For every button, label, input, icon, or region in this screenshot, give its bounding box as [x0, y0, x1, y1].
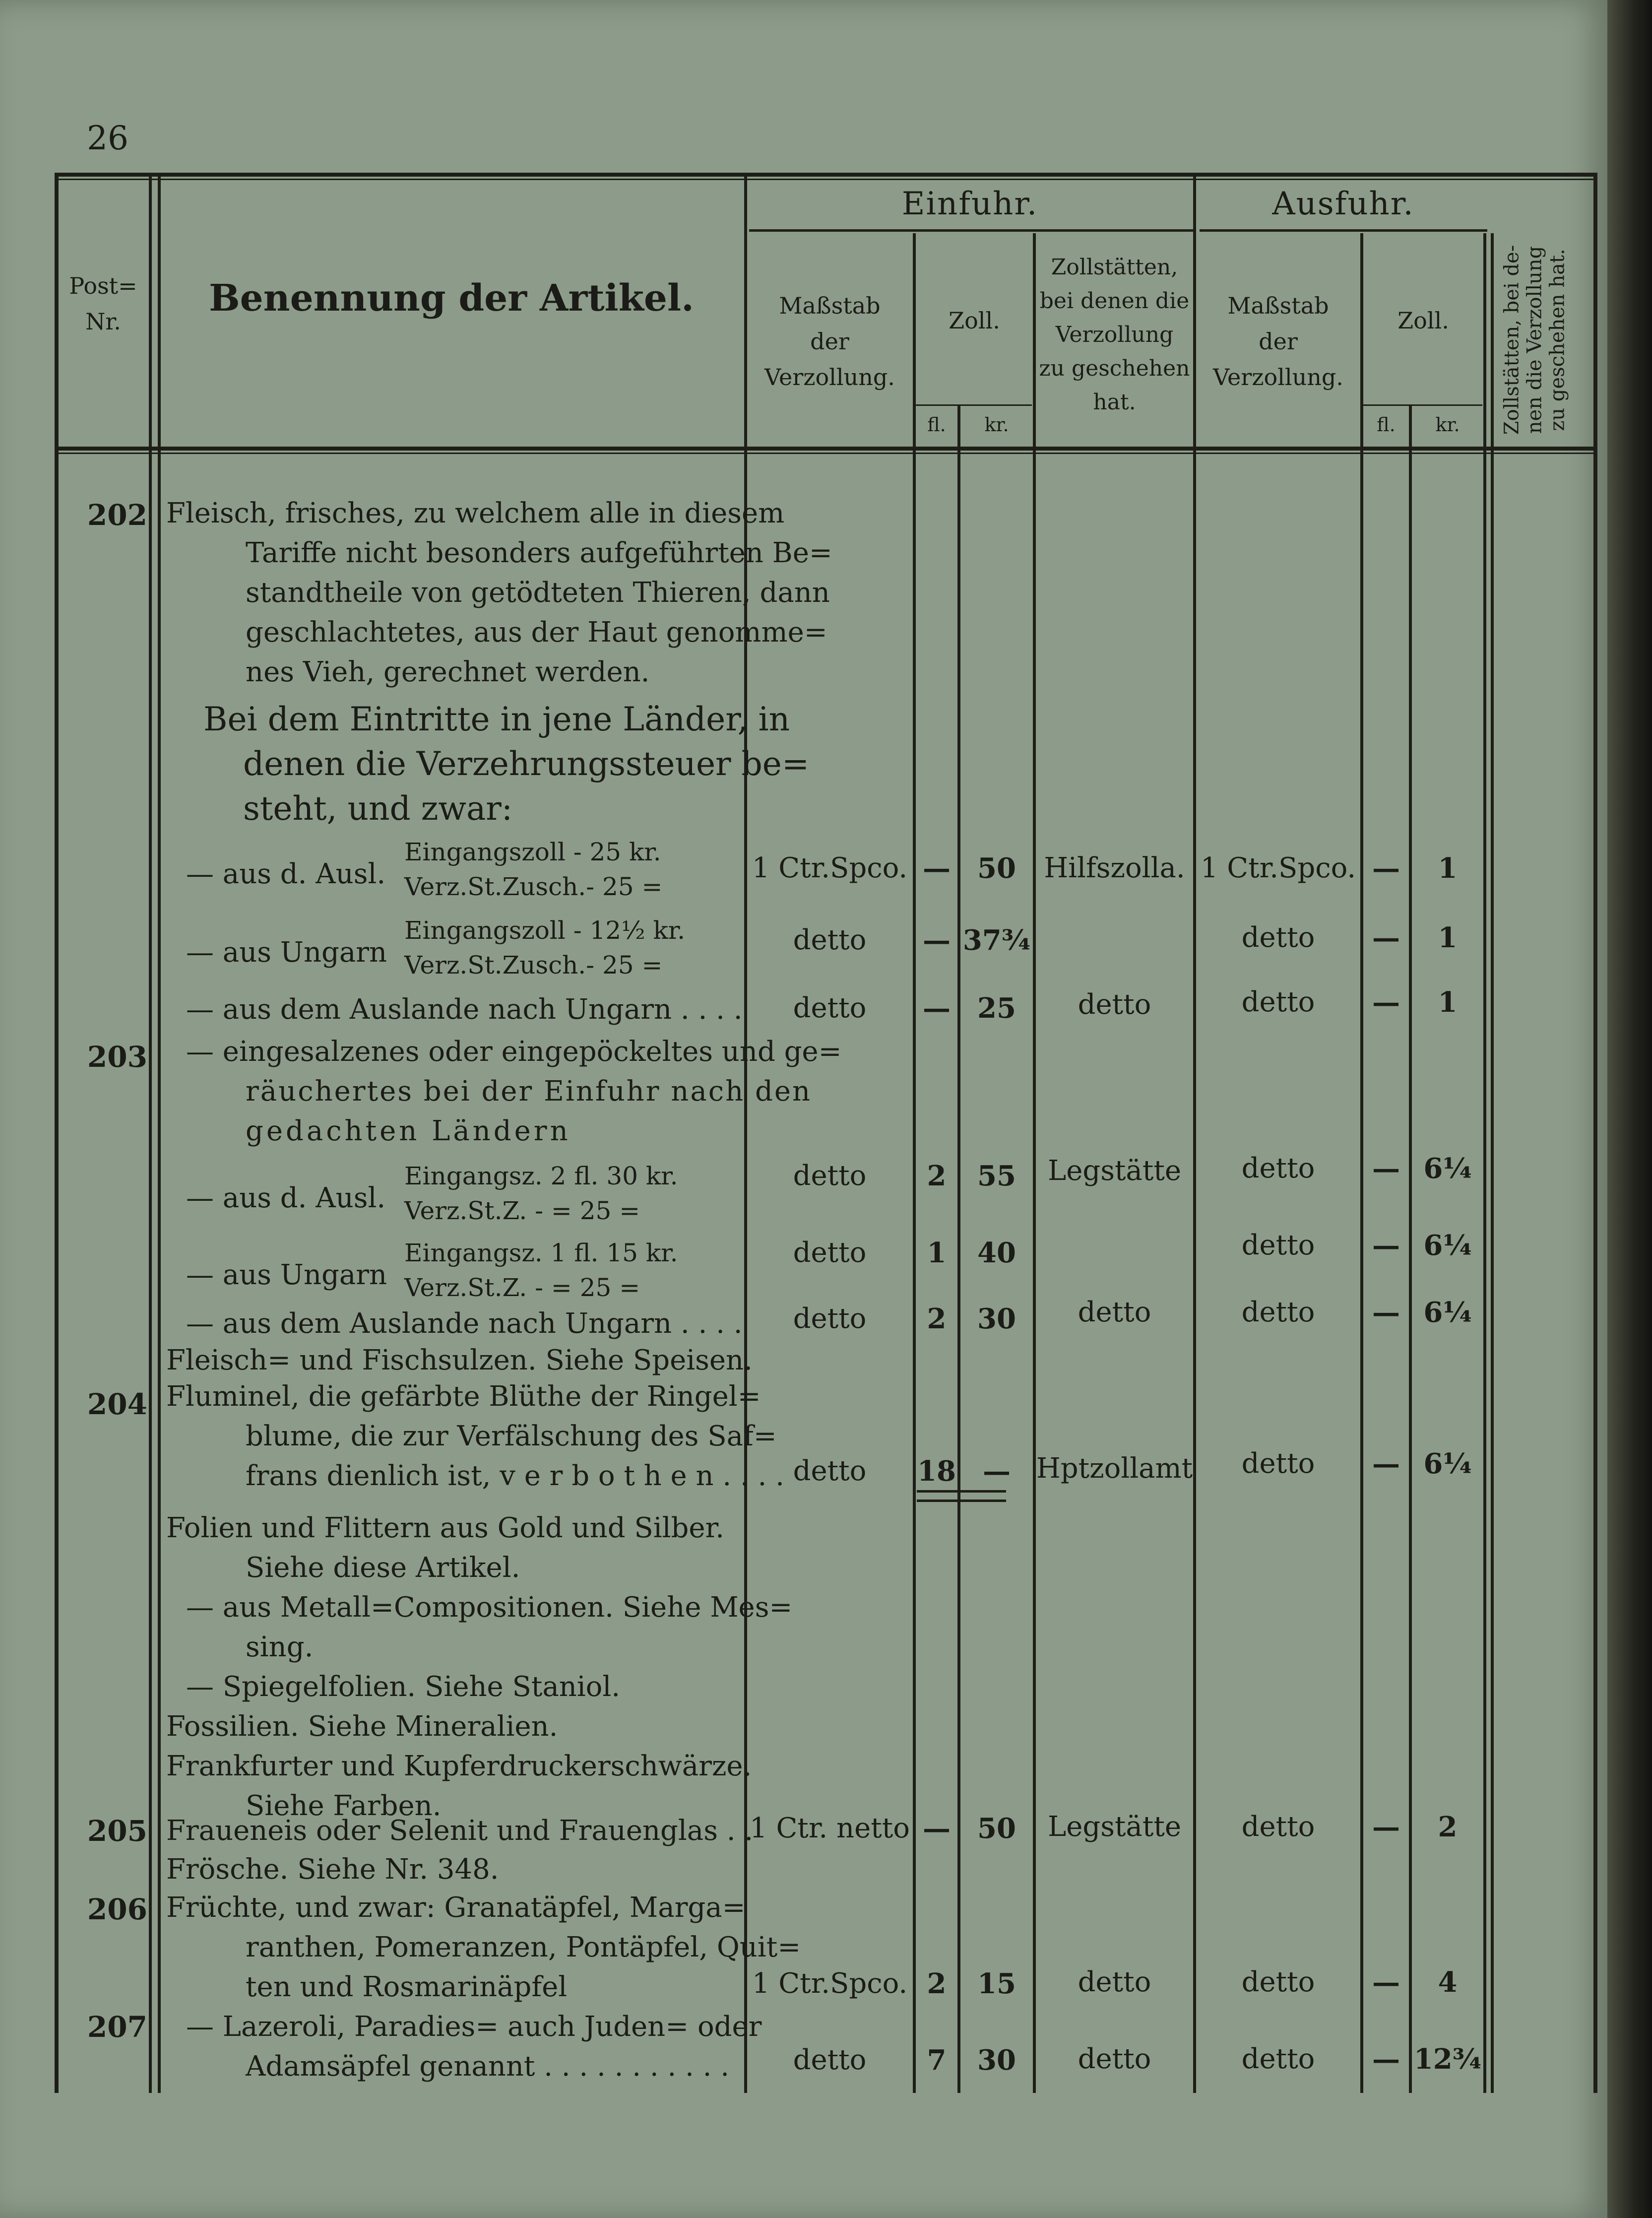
- row-205-fl: —: [923, 1812, 951, 1845]
- sub-3-zollst: detto: [1078, 988, 1151, 1021]
- sub-2-a-fl: —: [1372, 921, 1400, 954]
- ref-line: — aus Metall=Compositionen. Siehe Mes=: [186, 1591, 793, 1624]
- sub-1-detail: [404, 835, 662, 904]
- row-207-text: [186, 2007, 762, 2087]
- sub-1-label: — aus d. Ausl.: [186, 858, 386, 890]
- sub-4-a-massstab: detto: [1241, 1152, 1315, 1184]
- header-post-1: Post=: [69, 272, 137, 299]
- sub-6-label: — aus dem Auslande nach Ungarn . . . .: [186, 1307, 743, 1340]
- row-206-a-fl: —: [1372, 1966, 1400, 1999]
- row-206-fl: 2: [927, 1967, 947, 2000]
- sub-1-detail-line: Eingangszoll - 25 kr.: [404, 838, 661, 866]
- row-203-text: [186, 1032, 842, 1151]
- sub-4-fl: 2: [927, 1160, 947, 1192]
- sub-5-detail: [404, 1236, 678, 1305]
- ref-line: — Spiegelfolien. Siehe Staniol.: [186, 1671, 621, 1703]
- header-bottom-rule-thin: [55, 453, 1597, 454]
- row-207-fl: 7: [927, 2044, 947, 2077]
- ref-line: Siehe diese Artikel.: [246, 1552, 520, 1584]
- sub-5-label: — aus Ungarn: [186, 1259, 387, 1291]
- row-203-nr: 203: [87, 1040, 147, 1074]
- row-207-a-kr: 12¾: [1413, 2043, 1482, 2076]
- sub-4-massstab: detto: [793, 1160, 867, 1192]
- row-207-a-massstab: detto: [1241, 2043, 1315, 2075]
- row-206-massstab: 1 Ctr.Spco.: [752, 1967, 908, 2000]
- ref-line: Frankfurter und Kupferdruckerschwärze.: [166, 1750, 752, 1782]
- sub-6-a-fl: —: [1372, 1296, 1400, 1329]
- col-a-zoll-divider-2: [1491, 233, 1494, 2093]
- col-einfuhr-divider: [1193, 173, 1196, 2093]
- zoll-subrule: [913, 404, 1032, 406]
- sub-5-a-fl: —: [1372, 1229, 1400, 1262]
- row-202-line: standtheile von getödteten Thieren, dann: [246, 577, 830, 609]
- row-207-massstab: detto: [793, 2044, 867, 2076]
- row-204-zollst: Hptzollamt: [1036, 1452, 1193, 1485]
- header-kr: kr.: [984, 414, 1009, 436]
- header-zollst-4: zu geschehen: [1039, 356, 1190, 381]
- sub-4-label: — aus d. Ausl.: [186, 1182, 386, 1214]
- header-massstab-2: der: [810, 328, 849, 355]
- header-a-zoll: Zoll.: [1398, 307, 1449, 334]
- header-vertical-zollstaetten: [1487, 233, 1582, 447]
- sub-1-a-massstab: 1 Ctr.Spco.: [1200, 852, 1356, 884]
- row-206-line: ten und Rosmarinäpfel: [246, 1971, 568, 2003]
- col-nr-divider: [149, 173, 152, 2093]
- row-206-kr: 15: [977, 1967, 1016, 2000]
- sub-6-a-massstab: detto: [1241, 1296, 1315, 1328]
- row-206-line: ranthen, Pomeranzen, Pontäpfel, Quit=: [246, 1931, 801, 1963]
- sub-4-kr: 55: [977, 1160, 1016, 1192]
- row-205-a-fl: —: [1372, 1811, 1400, 1843]
- sub-6-massstab: detto: [793, 1303, 867, 1335]
- ausfuhr-rule: [1200, 229, 1487, 232]
- row-206-a-kr: 4: [1438, 1966, 1458, 1999]
- header-a-fl: fl.: [1377, 414, 1396, 436]
- row-202-intro: [203, 697, 809, 831]
- table-top-rule-thin: [55, 179, 1597, 180]
- sub-3-a-kr: 1: [1438, 986, 1458, 1019]
- sub-3-kr: 25: [977, 992, 1016, 1025]
- row-205-label: Fraueneis oder Selenit und Frauenglas . .: [166, 1815, 754, 1847]
- col-a-zoll-divider: [1483, 233, 1486, 2093]
- row-204-a-massstab: detto: [1241, 1447, 1315, 1480]
- header-fl: fl.: [927, 414, 946, 436]
- row-207-nr: 207: [87, 2010, 147, 2044]
- row-206-zollst: detto: [1078, 1966, 1151, 1998]
- header-zollst-5: hat.: [1093, 390, 1136, 415]
- row-206-a-massstab: detto: [1241, 1966, 1315, 1998]
- row-202-line: nes Vieh, gerechnet werden.: [246, 656, 650, 688]
- row-206-line: Früchte, und zwar: Granatäpfel, Marga=: [166, 1892, 746, 1924]
- sub-6-a-kr: 6¼: [1423, 1296, 1472, 1329]
- sub-5-a-kr: 6¼: [1423, 1229, 1472, 1262]
- ref-block: [166, 1508, 792, 1826]
- ref-line: Folien und Flittern aus Gold und Silber.: [166, 1512, 724, 1544]
- total-rule-2: [917, 1500, 1006, 1502]
- page-number: 26: [87, 119, 128, 157]
- row-203-line: gedachten Ländern: [246, 1115, 571, 1147]
- header-vert-1: Zollstätten, bei de-: [1500, 245, 1523, 435]
- sub-2-detail-line: Verz.St.Zusch.- 25 =: [404, 951, 663, 979]
- ref-fleischsulzen: Fleisch= und Fischsulzen. Siehe Speisen.: [166, 1344, 753, 1376]
- row-206-text: [166, 1888, 801, 2007]
- row-203-line: räuchertes bei der Einfuhr nach den: [246, 1075, 812, 1108]
- sub-4-detail-line: Eingangsz. 2 fl. 30 kr.: [404, 1162, 678, 1190]
- sub-4-detail: [404, 1159, 678, 1228]
- header-zoll: Zoll.: [949, 307, 1000, 334]
- ref-line: Siehe Farben.: [246, 1790, 442, 1822]
- row-203-line: — eingesalzenes oder eingepöckeltes und ge=: [186, 1036, 842, 1068]
- row-202-line: geschlachtetes, aus der Haut genomme=: [246, 616, 827, 649]
- row-202-intro-line: denen die Verzehrungssteuer be=: [243, 745, 810, 783]
- sub-5-a-massstab: detto: [1241, 1229, 1315, 1261]
- row-207-kr: 30: [977, 2044, 1016, 2077]
- sub-4-zollst: Legstätte: [1048, 1155, 1181, 1187]
- book-spine: [1607, 0, 1652, 2218]
- row-204-line: frans dienlich ist, v e r b o t h e n . . . .: [246, 1460, 784, 1492]
- header-ausfuhr: Ausfuhr.: [1272, 186, 1414, 222]
- sub-1-kr: 50: [977, 852, 1016, 885]
- outer-left-border: [55, 173, 59, 2093]
- row-204-line: blume, die zur Verfälschung des Saf=: [246, 1420, 777, 1452]
- row-204-nr: 204: [87, 1387, 147, 1421]
- zoll-subrule-2: [1363, 404, 1482, 406]
- ref-froesche: Frösche. Siehe Nr. 348.: [166, 1853, 499, 1886]
- row-202-line: Tariffe nicht besonders aufgeführten Be=: [246, 537, 832, 569]
- sub-6-kr: 30: [977, 1303, 1016, 1335]
- sub-3-fl: —: [923, 992, 951, 1025]
- header-post: [59, 268, 148, 339]
- sub-1-a-kr: 1: [1438, 852, 1458, 885]
- header-massstab-3: Verzollung.: [764, 364, 895, 391]
- header-post-2: Nr.: [85, 308, 121, 335]
- sub-5-detail-line: Eingangsz. 1 fl. 15 kr.: [404, 1239, 678, 1267]
- row-202-intro-line: steht, und zwar:: [243, 789, 513, 828]
- sub-2-fl: —: [923, 924, 951, 957]
- sub-4-a-kr: 6¼: [1423, 1152, 1472, 1185]
- ref-line: Fossilien. Siehe Mineralien.: [166, 1710, 558, 1743]
- sub-3-massstab: detto: [793, 992, 867, 1024]
- sub-4-detail-line: Verz.St.Z. - = 25 =: [404, 1196, 640, 1225]
- row-202-intro-line: Bei dem Eintritte in jene Länder, in: [203, 700, 790, 738]
- header-zollst-2: bei denen die: [1039, 288, 1190, 314]
- row-205-kr: 50: [977, 1812, 1016, 1845]
- row-204-kr: —: [983, 1455, 1011, 1488]
- row-207-a-fl: —: [1372, 2043, 1400, 2076]
- header-einfuhr: Einfuhr.: [901, 186, 1038, 222]
- header-a-massstab-3: Verzollung.: [1213, 364, 1343, 391]
- row-202-text: [166, 494, 832, 692]
- table-top-rule: [55, 173, 1597, 177]
- sub-5-massstab: detto: [793, 1237, 867, 1269]
- sub-3-a-fl: —: [1372, 986, 1400, 1019]
- sub-2-detail: [404, 913, 685, 982]
- row-207-line: — Lazeroli, Paradies= auch Juden= oder: [186, 2011, 762, 2043]
- sub-2-detail-line: Eingangszoll - 12½ kr.: [404, 916, 686, 945]
- row-205-zollst: Legstätte: [1048, 1811, 1181, 1843]
- row-207-zollst: detto: [1078, 2043, 1151, 2075]
- sub-2-kr: 37¾: [962, 924, 1031, 957]
- einfuhr-rule: [749, 229, 1193, 232]
- row-202-nr: 202: [87, 498, 147, 532]
- header-benennung: Benennung der Artikel.: [209, 277, 694, 320]
- row-207-line: Adamsäpfel genannt . . . . . . . . . . .: [246, 2050, 730, 2083]
- sub-5-fl: 1: [927, 1237, 947, 1269]
- row-204-line: Fluminel, die gefärbte Blüthe der Ringel=: [166, 1380, 761, 1413]
- header-a-massstab: [1196, 288, 1360, 395]
- header-bottom-rule: [55, 447, 1597, 451]
- sub-1-a-fl: —: [1372, 852, 1400, 885]
- sub-4-a-fl: —: [1372, 1152, 1400, 1185]
- sub-3-label: — aus dem Auslande nach Ungarn . . . .: [186, 993, 743, 1026]
- sub-2-label: — aus Ungarn: [186, 936, 387, 969]
- sub-1-detail-line: Verz.St.Zusch.- 25 =: [404, 872, 663, 901]
- sub-1-zollst: Hilfszolla.: [1044, 852, 1185, 884]
- row-205-nr: 205: [87, 1814, 147, 1848]
- header-zollstaetten: [1036, 251, 1193, 419]
- sub-2-a-massstab: detto: [1241, 921, 1315, 954]
- header-zollst-3: Verzollung: [1055, 322, 1174, 347]
- sub-6-zollst: detto: [1078, 1296, 1151, 1328]
- header-a-massstab-1: Maßstab: [1227, 292, 1329, 319]
- header-massstab: [747, 288, 913, 395]
- sub-1-fl: —: [923, 852, 951, 885]
- sub-3-a-massstab: detto: [1241, 986, 1315, 1018]
- header-a-massstab-2: der: [1259, 328, 1298, 355]
- row-206-nr: 206: [87, 1892, 147, 1926]
- row-204-fl: 18: [917, 1455, 956, 1488]
- row-204-massstab: detto: [793, 1455, 867, 1487]
- col-nr-divider-2: [158, 173, 161, 2093]
- sub-2-massstab: detto: [793, 924, 867, 956]
- sub-1-massstab: 1 Ctr.Spco.: [752, 852, 908, 884]
- sub-5-detail-line: Verz.St.Z. - = 25 =: [404, 1273, 640, 1302]
- row-205-a-massstab: detto: [1241, 1811, 1315, 1843]
- row-205-massstab: 1 Ctr. netto: [750, 1812, 910, 1844]
- sub-6-fl: 2: [927, 1303, 947, 1335]
- header-a-kr: kr.: [1435, 414, 1460, 436]
- row-204-a-fl: —: [1372, 1447, 1400, 1480]
- row-204-a-kr: 6¼: [1423, 1447, 1472, 1480]
- header-massstab-1: Maßstab: [779, 292, 881, 319]
- header-vert-3: zu geschehen hat.: [1546, 249, 1569, 431]
- row-202-line: Fleisch, frisches, zu welchem alle in diesem: [166, 497, 785, 529]
- sub-5-kr: 40: [977, 1237, 1016, 1269]
- row-205-a-kr: 2: [1438, 1811, 1458, 1843]
- header-vert-2: nen die Verzollung: [1523, 246, 1546, 434]
- sub-2-a-kr: 1: [1438, 921, 1458, 954]
- ref-line: sing.: [246, 1631, 314, 1663]
- outer-right-border: [1593, 173, 1597, 2093]
- header-zollst-1: Zollstätten,: [1051, 255, 1178, 280]
- row-204-text: [166, 1377, 784, 1496]
